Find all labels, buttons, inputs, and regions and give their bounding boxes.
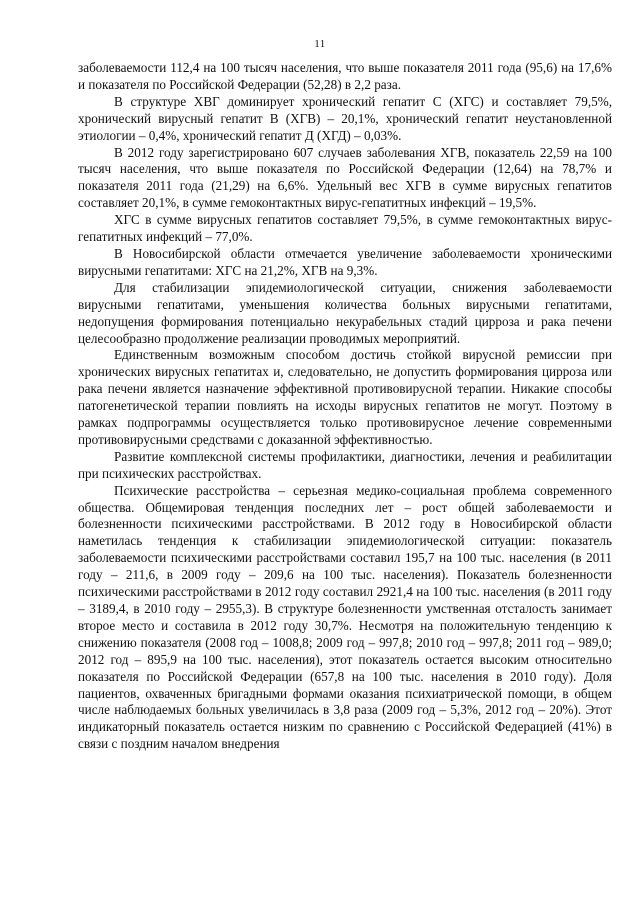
- paragraph-antiviral-therapy: Единственным возможным способом достичь стойкой вирусной ремиссии при хронических вирусных гепатитах и, следовательно, не допустить формирования цирроза или рака печени является назначение эффективной противовирусной терапии. Никакие способы патогенетической терапии повлиять на исходы вирусных гепатитов не могут. Поэтому в рамках подпрограммы осуществляется только противовирусное лечение современными противовирусными средствами с доказанной эффективностью.: [78, 347, 612, 447]
- paragraph-continuation: заболеваемости 112,4 на 100 тысяч населения, что выше показателя 2011 года (95,6) на 17,6% и показателя по Российской Федерации (52,28) в 2,2 раза.: [78, 60, 612, 92]
- document-body: [78, 60, 612, 753]
- paragraph-hgv-cases: В 2012 году зарегистрировано 607 случаев заболевания ХГВ, показатель 22,59 на 100 тысяч населения, что выше показателя по Российской Федерации (12,64) на 78,7% и показателя 2011 года (21,29) на 6,6%. Удельный вес ХГВ в сумме вирусных гепатитов составляет 20,1%, в сумме гемоконтактных вирус-гепатитных инфекций – 19,5%.: [78, 144, 612, 211]
- paragraph-mental-health-heading: Развитие комплексной системы профилактики, диагностики, лечения и реабилитации при психических расстройствах.: [78, 448, 612, 481]
- paragraph-regional-increase: В Новосибирской области отмечается увеличение заболеваемости хроническими вирусными гепатитами: ХГС на 21,2%, ХГВ на 9,3%.: [78, 245, 612, 278]
- paragraph-hvg-structure: В структуре ХВГ доминирует хронический гепатит С (ХГС) и составляет 79,5%, хронический вирусный гепатит В (ХГВ) – 20,1%, хронический гепатит неустановленной этиологии – 0,4%, хронический гепатит Д (ХГД) – 0,03%.: [78, 93, 612, 143]
- paragraph-hgs-share: ХГС в сумме вирусных гепатитов составляет 79,5%, в сумме гемоконтактных вирус-гепатитных инфекций – 77,0%.: [78, 212, 612, 245]
- paragraph-mental-disorders: Психические расстройства – серьезная медико-социальная проблема современного общества. Общемировая тенденция последних лет – рост общей заболеваемости и болезненности психическими расстройствами. В 2012 году в Новосибирской области наметилась тенденция к стабилизации эпидемиологической ситуации: показатель заболеваемости психическими расстройствами составил 195,7 на 100 тыс. населения (в 2011 году – 211,6, в 2009 году – 209,6 на 100 тыс. населения). Показатель болезненности психическими расстройствами в 2012 году составил 2921,4 на 100 тыс. населения (в 2011 году – 3189,4, в 2010 году – 2955,3). В структуре болезненности умственная отсталость занимает второе место и составила в 2012 году 30,7%. Несмотря на положительную тенденцию к снижению показателя (2008 год – 1008,8; 2009 год – 997,8; 2010 год – 997,8; 2011 год – 989,0; 2012 год – 895,9 на 100 тыс. населения), этот показатель остается высоким относительно показателя по Российской Федерации (657,8 на 100 тыс. населения в 2010 году). Доля пациентов, охваченных бригадными формами оказания психиатрической помощи, в общем числе наблюдаемых больных увеличилась в 3,8 раза (2009 год – 5,3%, 2012 год – 20%). Этот индикаторный показатель остается низким по сравнению с Российской Федерацией (41%) в связи с поздним началом внедрения: [78, 482, 612, 752]
- paragraph-stabilization: Для стабилизации эпидемиологической ситуации, снижения заболеваемости вирусными гепатитами, уменьшения количества больных вирусными гепатитами, недопущения формирования потенциально некурабельных стадий цирроза и рака печени целесообразно продолжение реализации проводимых мероприятий.: [78, 279, 612, 346]
- page-number: 11: [314, 38, 326, 50]
